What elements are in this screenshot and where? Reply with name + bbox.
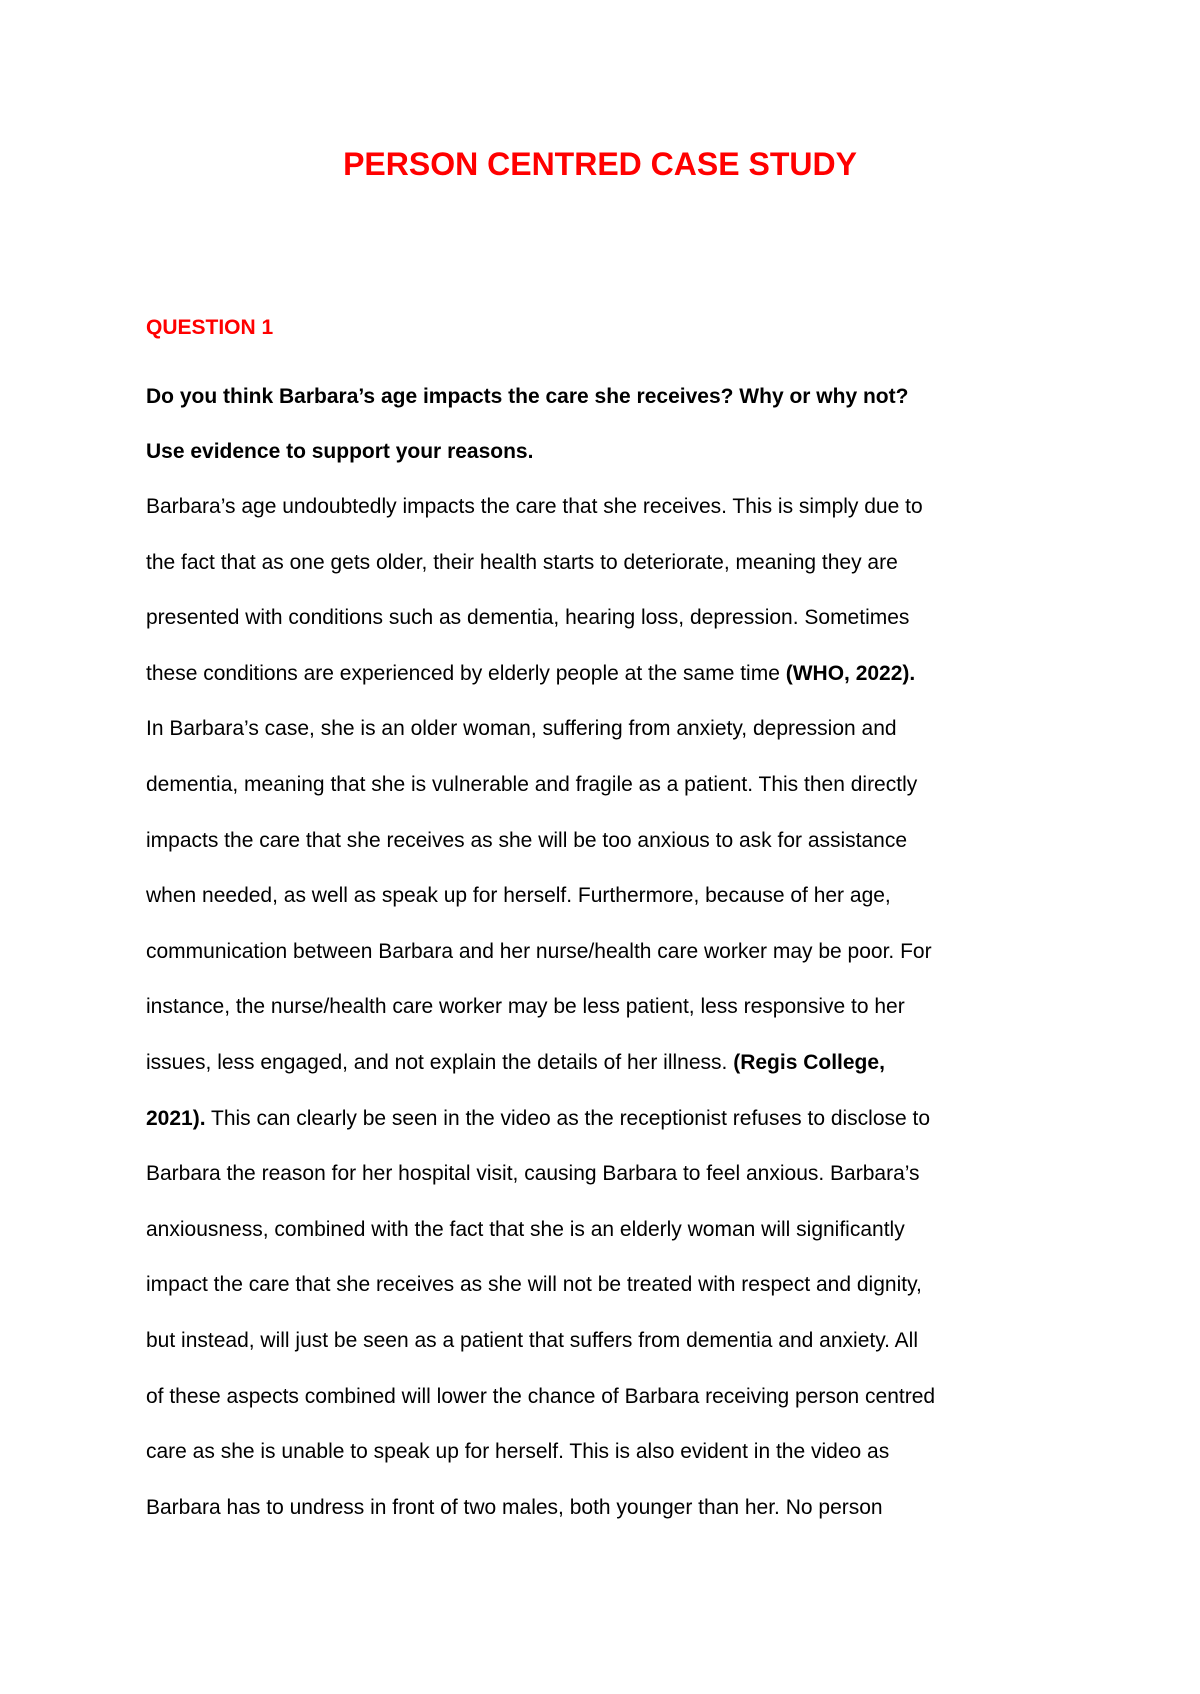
- question-line: Do you think Barbara’s age impacts the care she receives? Why or why not?: [146, 385, 909, 408]
- answer-line: [146, 1146, 1076, 1202]
- answer-line: [146, 1091, 1076, 1147]
- question-text: [146, 369, 1076, 479]
- answer-line: [146, 1035, 1076, 1091]
- question-line: Use evidence to support your reasons.: [146, 440, 534, 463]
- answer-text: but instead, will just be seen as a patient that suffers from dementia and anxiety. All: [146, 1328, 918, 1352]
- answer-line: [146, 924, 1076, 980]
- question-label: QUESTION 1: [146, 316, 274, 339]
- answer-text: communication between Barbara and her nurse/health care worker may be poor. For: [146, 939, 932, 963]
- answer-line: [146, 1313, 1076, 1369]
- answer-line: [146, 757, 1076, 813]
- answer-text: This can clearly be seen in the video as the receptionist refuses to disclose to: [205, 1106, 931, 1130]
- answer-text: Barbara’s age undoubtedly impacts the care that she receives. This is simply due to: [146, 495, 923, 518]
- answer-text: of these aspects combined will lower the chance of Barbara receiving person centred: [146, 1384, 936, 1408]
- answer-line: [146, 1257, 1076, 1313]
- answer-line: [146, 813, 1076, 869]
- answer-text: instance, the nurse/health care worker may be less patient, less responsive to her: [146, 995, 905, 1019]
- answer-paragraph: [146, 479, 1076, 1535]
- answer-line: [146, 1369, 1076, 1425]
- page-title: PERSON CENTRED CASE STUDY: [343, 146, 857, 182]
- citation: (Regis College,: [733, 1050, 885, 1074]
- answer-text: impacts the care that she receives as she will be too anxious to ask for assistance: [146, 828, 908, 852]
- answer-text: presented with conditions such as dementia, hearing loss, depression. Sometimes: [146, 606, 910, 630]
- answer-line: [146, 1424, 1076, 1480]
- answer-line: [146, 701, 1076, 757]
- answer-text: issues, less engaged, and not explain the details of her illness.: [146, 1050, 734, 1074]
- answer-text: the fact that as one gets older, their health starts to deteriorate, meaning they are: [146, 550, 898, 574]
- citation: 2021).: [146, 1106, 206, 1130]
- answer-text: anxiousness, combined with the fact that she is an elderly woman will significantly: [146, 1217, 905, 1241]
- citation: (WHO, 2022).: [785, 661, 916, 685]
- answer-text: when needed, as well as speak up for herself. Furthermore, because of her age,: [146, 884, 891, 908]
- answer-text: In Barbara’s case, she is an older woman, suffering from anxiety, depression and: [146, 717, 897, 741]
- answer-line: [146, 979, 1076, 1035]
- answer-text: Barbara has to undress in front of two males, both younger than her. No person: [146, 1495, 883, 1519]
- answer-line: [146, 590, 1076, 646]
- answer-text: these conditions are experienced by elderly people at the same time: [146, 661, 786, 685]
- answer-line: [146, 479, 1076, 535]
- answer-text: impact the care that she receives as she will not be treated with respect and dignity,: [146, 1273, 922, 1297]
- answer-line: [146, 646, 1076, 702]
- answer-line: [146, 535, 1076, 591]
- answer-text: dementia, meaning that she is vulnerable and fragile as a patient. This then directly: [146, 772, 918, 796]
- answer-text: Barbara the reason for her hospital visit, causing Barbara to feel anxious. Barbara’s: [146, 1162, 920, 1186]
- answer-text: care as she is unable to speak up for herself. This is also evident in the video as: [146, 1440, 890, 1464]
- answer-line: [146, 1480, 1076, 1536]
- answer-line: [146, 1202, 1076, 1258]
- answer-line: [146, 868, 1076, 924]
